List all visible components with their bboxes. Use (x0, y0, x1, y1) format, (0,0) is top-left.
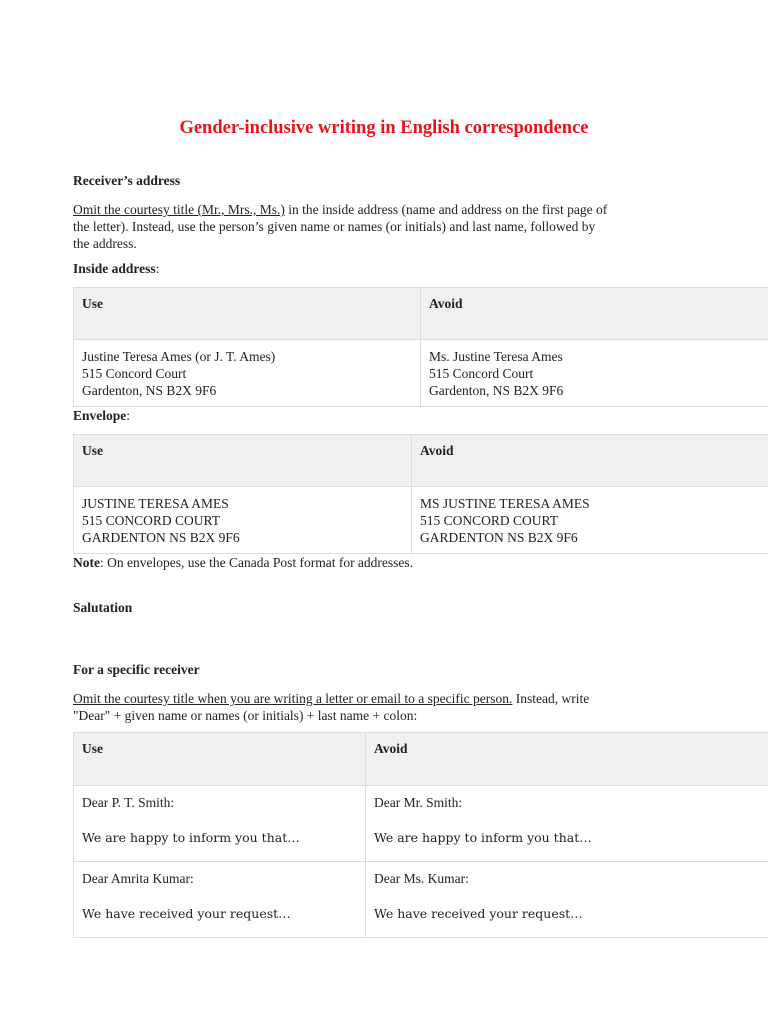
address-line: 515 Concord Court (82, 366, 187, 381)
use-cell (74, 786, 366, 862)
section-heading-receivers-address: Receiver’s address (73, 173, 181, 188)
body-text: We are happy to inform you that… (374, 830, 592, 845)
greeting-text: Dear P. T. Smith: (82, 795, 175, 810)
column-header-use: Use (74, 435, 412, 487)
section-heading-salutation: Salutation (73, 600, 133, 615)
intro-line3-text: the address. (73, 236, 137, 251)
avoid-cell (366, 862, 768, 938)
address-line: MS JUSTINE TERESA AMES (420, 496, 590, 511)
use-cell (74, 340, 421, 407)
address-line: GARDENTON NS B2X 9F6 (82, 530, 240, 545)
intro-line1-text: in the inside address (name and address on the first page of (284, 202, 608, 217)
intro-underlined-text: Omit the courtesy title (Mr., Mrs., Ms.) (73, 202, 285, 217)
table-header-row (74, 288, 768, 340)
envelope-table (73, 434, 768, 554)
intro-line1-text: Instead, write (512, 691, 590, 706)
address-line: GARDENTON NS B2X 9F6 (420, 530, 578, 545)
table-header-row (74, 435, 768, 487)
table-row (74, 340, 768, 407)
address-line: JUSTINE TERESA AMES (82, 496, 229, 511)
greeting-text: Dear Amrita Kumar: (82, 871, 194, 886)
note-paragraph (73, 554, 703, 571)
address-line: Ms. Justine Teresa Ames (429, 349, 563, 364)
address-line: 515 Concord Court (429, 366, 534, 381)
column-header-avoid: Avoid (366, 733, 768, 786)
avoid-cell (412, 487, 768, 554)
body-text: We have received your request… (82, 906, 291, 921)
table-row (74, 862, 768, 938)
intro-underlined-text: Omit the courtesy title when you are writing a letter or email to a specific person. (73, 691, 513, 706)
avoid-cell (366, 786, 768, 862)
table-header-row (74, 733, 768, 786)
use-cell (74, 862, 366, 938)
column-header-avoid: Avoid (412, 435, 768, 487)
greeting-text: Dear Ms. Kumar: (374, 871, 469, 886)
intro-line2-text: "Dear" + given name or names (or initials) + last name + colon: (73, 708, 418, 723)
salutation-table (73, 732, 768, 938)
address-line: Gardenton, NS B2X 9F6 (429, 383, 564, 398)
table-row (74, 487, 768, 554)
note-label: Note (73, 555, 100, 570)
receivers-address-paragraph (73, 201, 703, 252)
body-text: We are happy to inform you that… (82, 830, 300, 845)
body-text: We have received your request… (374, 906, 583, 921)
note-text: : On envelopes, use the Canada Post format for addresses. (100, 555, 414, 570)
column-header-use: Use (74, 288, 421, 340)
section-heading-specific-receiver: For a specific receiver (73, 662, 200, 677)
address-line: Justine Teresa Ames (or J. T. Ames) (82, 349, 276, 364)
document-title: Gender-inclusive writing in English correspondence (179, 118, 589, 138)
address-line: 515 CONCORD COURT (420, 513, 558, 528)
column-header-use: Use (74, 733, 366, 786)
intro-line2-text: the letter). Instead, use the person’s given name or names (or initials) and last name, followed by (73, 219, 596, 234)
avoid-cell (421, 340, 768, 407)
table-row (74, 786, 768, 862)
address-line: 515 CONCORD COURT (82, 513, 220, 528)
address-line: Gardenton, NS B2X 9F6 (82, 383, 217, 398)
specific-receiver-paragraph (73, 690, 703, 724)
inside-address-table (73, 287, 768, 407)
envelope-label: Envelope: (73, 408, 131, 423)
column-header-avoid: Avoid (421, 288, 768, 340)
greeting-text: Dear Mr. Smith: (374, 795, 463, 810)
inside-address-label: Inside address: (73, 261, 160, 276)
use-cell (74, 487, 412, 554)
